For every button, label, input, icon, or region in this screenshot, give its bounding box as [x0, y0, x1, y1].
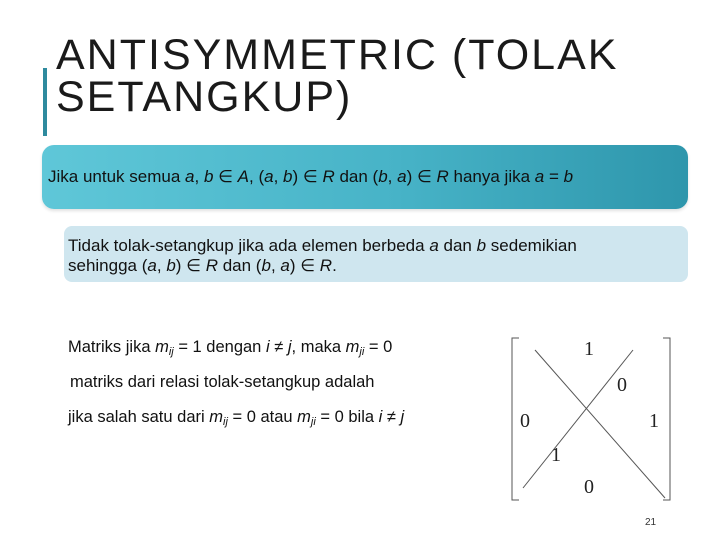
title-line-1: ANTISYMMETRIC (TOLAK [56, 31, 619, 79]
matrix-entry: 0 [617, 374, 627, 396]
left-bracket [512, 338, 519, 500]
rule-fragment: = 0 [364, 338, 393, 356]
variable-a: a [147, 256, 157, 275]
index-j: j [400, 408, 405, 426]
title-line-2: SETANGKUP) [56, 73, 353, 121]
negation-text [68, 236, 577, 276]
definition-fragment: ) ∈ [292, 167, 323, 186]
negation-box [64, 226, 688, 282]
relation-r: R [205, 256, 218, 275]
definition-fragment: Jika untuk semua [48, 167, 186, 186]
definition-fragment: ∈ [213, 167, 238, 186]
matrix-rule-line-2: matriks dari relasi tolak-setangkup adalah [70, 373, 375, 391]
subscript: ji [310, 416, 316, 428]
matrix-entry: 1 [649, 410, 659, 432]
relation-r: R [436, 167, 449, 186]
definition-fragment: , [387, 167, 398, 186]
negation-fragment: . [332, 256, 337, 275]
negation-fragment: ) ∈ [175, 256, 206, 275]
variable-a: a [534, 167, 545, 186]
matrix-rule-line-3 [68, 408, 404, 427]
negation-fragment: dan ( [217, 256, 262, 275]
definition-fragment: hanya jika [448, 167, 535, 186]
definition-fragment: ) ∈ [406, 167, 437, 186]
index-i: i [378, 408, 383, 426]
matrix-entry: 0 [520, 410, 530, 432]
variable-a: a [429, 236, 439, 255]
rule-fragment: , maka [291, 338, 346, 356]
negation-line-1 [68, 236, 577, 256]
rule-fragment: = 1 dengan [173, 338, 266, 356]
variable-b: b [261, 256, 271, 275]
rule-fragment: ≠ [269, 338, 288, 356]
anti-diagonal-line [523, 350, 633, 488]
negation-fragment: sehingga ( [68, 256, 148, 275]
negation-fragment: dan [438, 236, 477, 255]
variable-b: b [283, 167, 293, 186]
slide-title [56, 31, 619, 121]
page-number: 21 [645, 517, 657, 528]
rule-fragment: = 0 bila [315, 408, 379, 426]
matrix-element-m: m [345, 338, 360, 356]
matrix-element-m: m [155, 338, 169, 356]
subscript: ji [359, 346, 365, 358]
rule-fragment: ≠ [382, 408, 401, 426]
matrix-element-m: m [209, 408, 223, 426]
matrix-entry: 0 [584, 476, 594, 498]
negation-line-2 [68, 256, 577, 276]
variable-a: a [264, 167, 274, 186]
right-bracket [663, 338, 670, 500]
matrix-entry: 1 [584, 338, 594, 360]
definition-fragment: , [273, 167, 284, 186]
negation-fragment: ) ∈ [289, 256, 320, 275]
variable-a: a [280, 256, 290, 275]
negation-fragment: , [156, 256, 167, 275]
index-j: j [287, 338, 292, 356]
matrix-rule-line-1 [68, 338, 392, 357]
negation-fragment: sedemikian [486, 236, 577, 255]
definition-fragment: , ( [249, 167, 265, 186]
matrix-entry: 1 [551, 444, 561, 466]
matrix-element-m: m [297, 408, 311, 426]
negation-fragment: Tidak tolak-setangkup jika ada elemen berbeda [68, 236, 430, 255]
definition-fragment: = [544, 167, 564, 186]
definition-text [48, 167, 573, 187]
set-a: A [237, 167, 250, 186]
variable-b: b [563, 167, 574, 186]
rule-fragment: = 0 atau [227, 408, 298, 426]
variable-b: b [476, 236, 487, 255]
relation-r: R [322, 167, 335, 186]
relation-r: R [319, 256, 333, 275]
variable-a: a [185, 167, 195, 186]
variable-a: a [397, 167, 407, 186]
negation-fragment: , [270, 256, 281, 275]
subscript: ij [168, 346, 174, 358]
subscript: ij [223, 416, 228, 428]
variable-b: b [166, 256, 176, 275]
rule-fragment: jika salah satu dari [68, 408, 210, 426]
definition-fragment: , [194, 167, 204, 186]
variable-b: b [378, 167, 388, 186]
rule-fragment: Matriks jika [68, 338, 156, 356]
title-accent-bar [43, 68, 47, 136]
main-diagonal-line [535, 350, 665, 498]
definition-fragment: dan ( [334, 167, 379, 186]
variable-b: b [203, 167, 214, 186]
index-i: i [265, 338, 270, 356]
definition-box [42, 145, 688, 209]
